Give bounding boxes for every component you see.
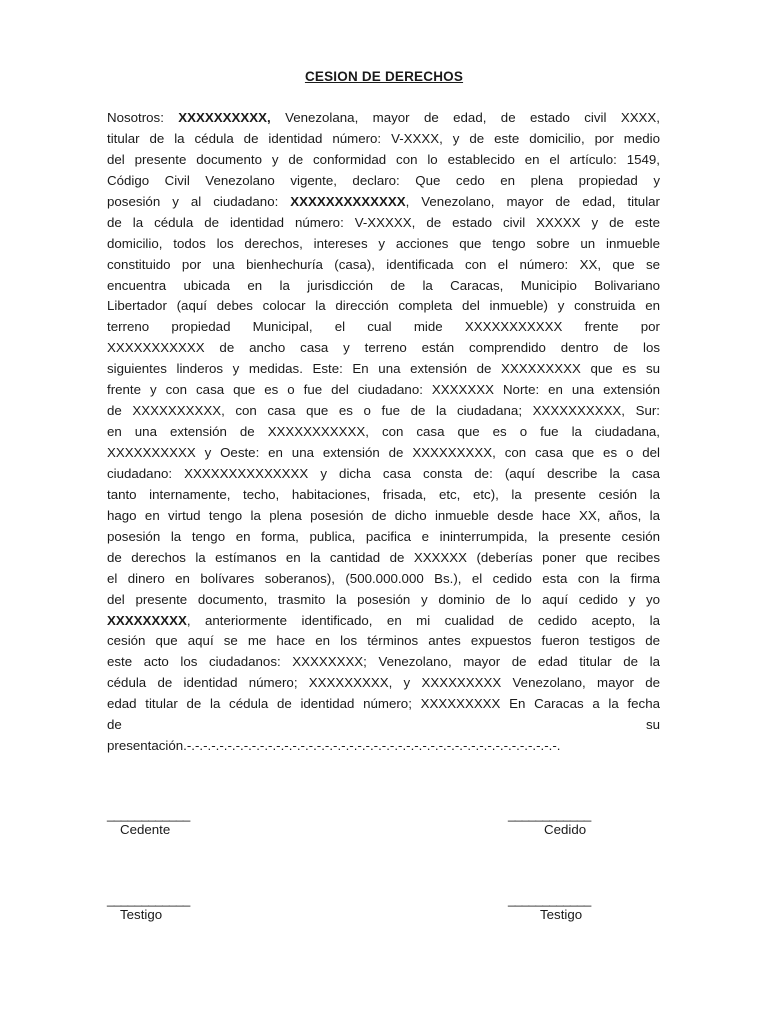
signature-cedido [508,808,591,838]
paragraph-line [107,108,660,129]
text-run: el dinero en bolívares soberanos), (500.000.000 Bs.), el cedido esta con la firma [107,570,660,586]
signature-line: ____________ [508,892,591,907]
paragraph-line [107,506,660,527]
bold-name-placeholder: XXXXXXXXXX, [178,110,271,125]
paragraph-line [107,401,660,422]
text-run: su [645,717,660,733]
text-run: de [107,717,122,733]
paragraph-line [107,296,660,317]
text-run: en una extensión de XXXXXXXXXXX, con casa que es o fue la ciudadana, [107,424,660,440]
text-run: edad titular de la cédula de identidad número; XXXXXXXXX En Caracas a la fecha [107,696,660,712]
paragraph-line [107,338,660,359]
text-run: cesión que aquí se me hace en los términos antes expuestos fueron testigos de [107,633,660,649]
paragraph-line [107,673,660,694]
text-run: del presente documento y de conformidad con lo establecido en el artículo: 1549, [107,151,660,167]
text-run: presentación.-.-.-.-.-.-.-.-.-.-.-.-.-.-.-.-.-.-.-.-.-.-.-.-.-.-.-.-.-.-.-.-.-.-.-.-.-.-.-.-.-.-.-.-.-.-. [107,738,561,754]
paragraph-line [107,652,660,673]
signature-label-testigo: Testigo [120,907,163,922]
text-run: de derechos la estímanos en la cantidad de XXXXXX (deberías poner que recibes [107,549,660,565]
paragraph-line [107,213,660,234]
text-run: XXXXXXXXXX y Oeste: en una extensión de XXXXXXXXX, con casa que es o del [107,445,660,460]
text-run: , Venezolano, mayor de edad, titular [405,193,660,209]
text-run: Libertador (aquí debes colocar la dirección completa del inmueble) y construida en [107,298,660,314]
paragraph-line [107,590,660,611]
paragraph-line [107,422,660,443]
text-run: de la cédula de identidad número: V-XXXXX, de estado civil XXXXX y de este [107,214,660,230]
signature-label-cedente: Cedente [120,822,171,837]
paragraph-line [107,694,660,715]
text-run: Venezolana, mayor de edad, de estado civil XXXX, [270,110,660,125]
text-run: encuentra ubicada en la jurisdicción de la Caracas, Municipio Bolivariano [107,277,660,293]
signature-cedente [107,808,190,838]
paragraph-line [107,736,660,757]
text-run: de XXXXXXXXXX, con casa que es o fue de la ciudadana; XXXXXXXXXX, Sur: [107,403,660,419]
signature-label-testigo: Testigo [540,907,583,922]
paragraph-line [107,150,660,171]
signature-label-cedido: Cedido [544,822,587,837]
text-run: titular de la cédula de identidad número: V-XXXX, y de este domicilio, por medio [107,130,660,146]
text-run: siguientes linderos y medidas. Este: En una extensión de XXXXXXXXX que es su [107,361,660,377]
paragraph-line [107,631,660,652]
text-run: constituido por una bienhechuría (casa), identificada con el número: XX, que se [107,256,660,272]
paragraph-line [107,380,660,401]
paragraph-line [107,611,660,632]
text-run: del presente documento, trasmito la posesión y dominio de lo aquí cedido y yo [107,591,660,607]
text-run: tanto internamente, techo, habitaciones, frisada, etc, etc), la presente cesión la [107,486,660,502]
text-run: Código Civil Venezolano vigente, declaro: Que cedo en plena propiedad y [107,172,660,188]
paragraph-line [107,234,660,255]
document-body [107,108,660,757]
signature-line: ____________ [107,892,190,907]
paragraph-line [107,548,660,569]
paragraph-line [107,527,660,548]
paragraph-line [107,255,660,276]
text-run: posesión la tengo en forma, publica, pacifica e ininterrumpida, la presente cesión [107,528,660,544]
text-run: este acto los ciudadanos: XXXXXXXX; Venezolano, mayor de edad titular de la [107,654,660,670]
signature-testigo-left [107,893,190,923]
paragraph-line [107,464,660,485]
text-run: posesión y al ciudadano: [107,193,291,209]
text-run: hago en virtud tengo la plena posesión de dicho inmueble desde hace XX, años, la [107,507,660,523]
paragraph-line [107,171,660,192]
signature-line: ____________ [508,807,591,822]
text-run: frente y con casa que es o fue del ciudadano: XXXXXXX Norte: en una extensión [107,382,660,398]
text-run: Nosotros: [107,110,179,125]
document-title: CESION DE DERECHOS [304,69,464,84]
text-run: domicilio, todos los derechos, intereses y acciones que tengo sobre un inmueble [107,235,660,251]
paragraph-line [107,715,660,736]
text-run: terreno propiedad Municipal, el cual mide XXXXXXXXXXX frente por [107,319,660,335]
bold-name-placeholder: XXXXXXXXXXXXX [290,193,406,209]
paragraph-line [107,129,660,150]
paragraph-line [107,485,660,506]
paragraph-line [107,276,660,297]
paragraph-line [107,317,660,338]
bold-name-placeholder: XXXXXXXXX [107,612,187,628]
signature-line: ____________ [107,807,190,822]
text-run: , anteriormente identificado, en mi cualidad de cedido acepto, la [186,612,660,628]
signature-testigo-right [508,893,591,923]
text-run: XXXXXXXXXXX de ancho casa y terreno están comprendido dentro de los [107,340,660,356]
text-run: cédula de identidad número; XXXXXXXXX, y XXXXXXXXX Venezolano, mayor de [107,675,660,691]
paragraph-line [107,443,660,464]
paragraph-line [107,569,660,590]
paragraph-line [107,359,660,380]
paragraph-line [107,192,660,213]
text-run: ciudadano: XXXXXXXXXXXXXX y dicha casa consta de: (aquí describe la casa [107,465,660,481]
